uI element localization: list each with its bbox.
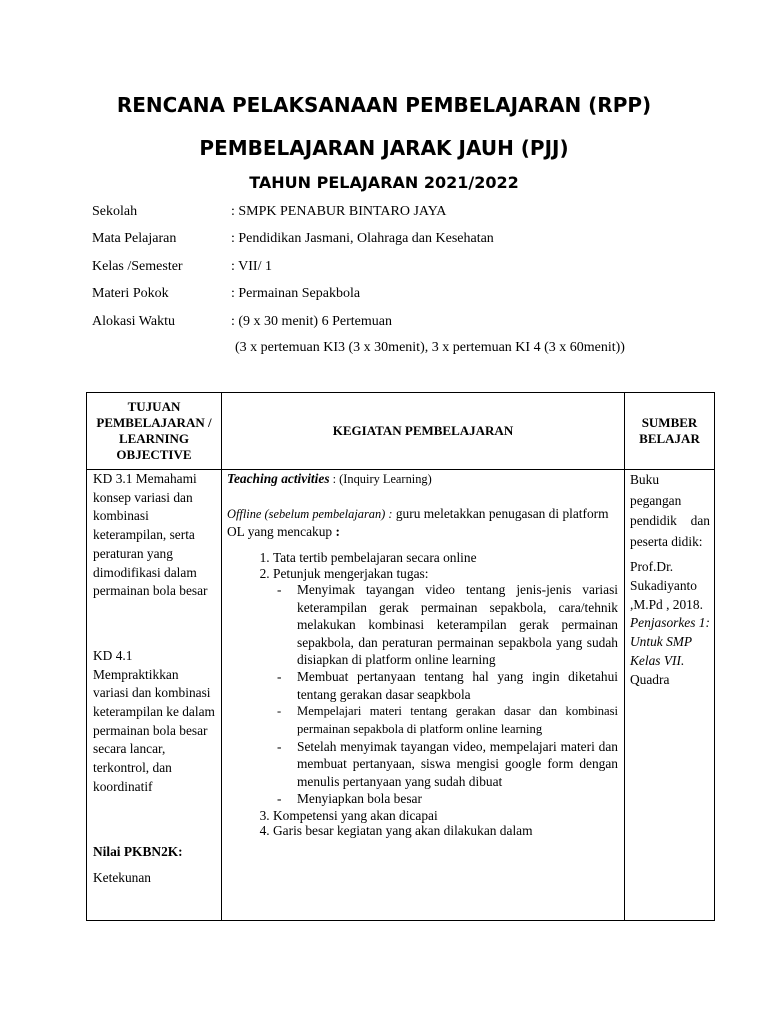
offline-label: Offline (sebelum pembelajaran) : xyxy=(227,506,393,521)
info-value: : VII/ 1 xyxy=(231,258,272,274)
list-item-text: Tata tertib pembelajaran secara online xyxy=(273,550,477,566)
sub-item-text: Menyiapkan bola besar xyxy=(297,791,422,807)
source-book-intro: Buku pegangan pendidik dan peserta didik: xyxy=(630,472,710,549)
info-label: Sekolah xyxy=(92,204,138,219)
activities-cell xyxy=(222,470,625,921)
academic-year: TAHUN PELAJARAN 2021/2022 xyxy=(249,173,519,192)
document-subtitle: PEMBELAJARAN JARAK JAUH (PJJ) xyxy=(199,136,569,160)
offline-text: guru meletakkan penugasan di platform OL yang mencakup xyxy=(227,505,609,540)
info-alokasi-detail: (3 x pertemuan KI3 (3 x 30menit), 3 x pertemuan KI 4 (3 x 60menit)) xyxy=(235,340,625,355)
table-row xyxy=(87,470,715,921)
sub-item xyxy=(273,581,618,668)
sub-item-text: Setelah menyimak tayangan video, mempelajari materi dan membuat pertanyaan, siswa mengisi google form dengan menulis pertanyaan yang sudah dibuat xyxy=(297,738,618,789)
document-title: RENCANA PELAKSANAAN PEMBELAJARAN (RPP) xyxy=(116,93,652,117)
sub-item-text: Menyimak tayangan video tentang jenis-jenis variasi keterampilan gerak permainan sepakbola, cara/tehnik melakukan kombinasi keterampilan gerak permainan sepakbola, dan peraturan permainan sepakbola yang sudah disiapkan di platform online learning xyxy=(297,582,618,667)
header-learning-activities: KEGIATAN PEMBELAJARAN xyxy=(222,393,625,470)
list-item xyxy=(273,550,618,566)
sub-item-text: Mempelajari materi tentang gerakan dasar dan kombinasi permainan sepakbola di platform online learning xyxy=(297,704,618,736)
source-publisher: Quadra xyxy=(630,671,670,687)
info-label: Alokasi Waktu xyxy=(92,313,175,329)
objective-cell xyxy=(87,470,222,921)
kd-3-1: KD 3.1 Memahami konsep variasi dan kombinasi keterampilan, serta peraturan yang dimodifikasi dalam permainan bola besar xyxy=(93,471,208,599)
nilai-pkbn2k: Nilai PKBN2K: xyxy=(93,843,183,859)
activity-list xyxy=(227,550,618,839)
info-row-mata-pelajaran xyxy=(92,230,692,257)
info-row-materi xyxy=(92,285,692,312)
info-row-kelas xyxy=(92,258,692,285)
list-item xyxy=(273,808,618,824)
list-item xyxy=(273,823,618,839)
info-value: : SMPK PENABUR BINTARO JAYA xyxy=(231,204,447,219)
sub-item xyxy=(273,738,618,790)
list-item-text: Kompetensi yang akan dicapai xyxy=(273,807,438,823)
info-block xyxy=(92,203,692,355)
source-author: Prof.Dr. Sukadiyanto ,M.Pd , 2018. xyxy=(630,559,703,612)
info-label: Kelas /Semester xyxy=(92,258,183,274)
list-item-text: Garis besar kegiatan yang akan dilakukan dalam xyxy=(273,823,533,839)
info-label: Mata Pelajaran xyxy=(92,231,177,247)
header-learning-sources: SUMBER BELAJAR xyxy=(625,393,715,470)
info-value: : Permainan Sepakbola xyxy=(231,286,361,302)
teaching-activities-method: : (Inquiry Learning) xyxy=(329,472,432,486)
list-item xyxy=(273,566,618,808)
teaching-activities-label: Teaching activities xyxy=(227,471,330,486)
learning-table xyxy=(86,392,715,921)
sources-cell xyxy=(625,470,715,921)
info-row-alokasi xyxy=(92,313,692,340)
table-header-row xyxy=(87,393,715,470)
info-value: : Pendidikan Jasmani, Olahraga dan Kesehatan xyxy=(231,231,494,247)
nilai-ketekunan: Ketekunan xyxy=(93,870,152,886)
info-label: Materi Pokok xyxy=(92,286,169,302)
source-book-title: Penjasorkes 1: Untuk SMP Kelas VII. xyxy=(630,615,710,668)
offline-instruction xyxy=(227,505,618,542)
source-book xyxy=(630,614,710,689)
header-learning-objective: TUJUAN PEMBELAJARAN / LEARNING OBJECTIVE xyxy=(87,393,222,470)
info-value: : (9 x 30 menit) 6 Pertemuan xyxy=(231,313,392,329)
sub-item-text: Membuat pertanyaan tentang hal yang ingin diketahui tentang gerakan dasar seapkbola xyxy=(297,669,618,702)
task-sublist xyxy=(273,581,618,807)
kd-4-1: KD 4.1 Mempraktikkan variasi dan kombinasi keterampilan ke dalam permainan bola besar secara lancar, terkontrol, dan koordinatif xyxy=(93,647,215,794)
offline-colon: : xyxy=(335,524,340,540)
info-row-sekolah xyxy=(92,203,692,230)
sub-item xyxy=(273,703,618,738)
list-item-text: Petunjuk mengerjakan tugas: xyxy=(273,565,429,581)
sub-item xyxy=(273,668,618,703)
teaching-activities xyxy=(227,470,618,489)
sub-item xyxy=(273,790,618,807)
